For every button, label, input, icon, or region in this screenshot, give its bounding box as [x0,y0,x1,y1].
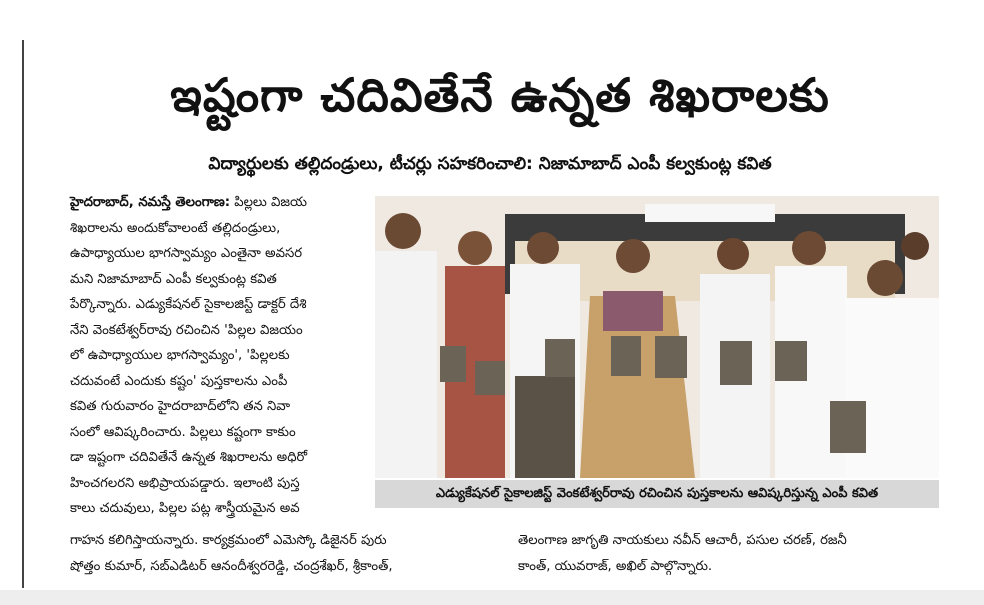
body-line: పిల్లలు విజయ [230,195,308,210]
body-line: శిఖరాలను అందుకోవాలంటే తల్లిదండ్రులు, [70,220,281,236]
dateline: హైదరాబాద్, నమస్తే తెలంగాణ: [70,195,231,210]
photo-illustration [375,196,939,478]
body-line: గాహన కలిగిస్తాయన్నారు. కార్యక్రమంలో ఎమెస్కో డిజైనర్ పురు [70,533,387,548]
article-body-bottom-left [70,528,510,579]
body-line: కాంత్, యువరాజ్, అఖిల్ పాల్గొన్నారు. [518,558,713,574]
headline: ఇష్టంగా చదివితేనే ఉన్నత శిఖరాలకు [170,68,830,122]
article-body-right [518,528,950,579]
body-line: చదువంటే ఎందుకు కష్టం' పుస్తకాలను ఎంపీ [70,373,288,389]
body-line: డా ఇష్టంగా చదివితేనే ఉన్నత శిఖరాలను అధిరో [70,450,308,465]
body-line: నేని వెంకటేశ్వర్‌రావు రచించిన 'పిల్లల విజయం [70,322,303,338]
body-line: కాలు చదువులు, పిల్లల పట్ల శాస్త్రీయమైన అవ [70,501,300,516]
body-line: పేర్కొన్నారు. ఎడ్యుకేషనల్ సైకాలజిస్ట్ డాక్టర్ దేశి [70,297,307,312]
body-line: కవిత గురువారం హైదరాబాద్‌లోని తన నివా [70,399,291,414]
body-line: మని నిజామాబాద్ ఎంపీ కల్వకుంట్ల కవిత [70,271,277,287]
body-line: లో ఉపాధ్యాయుల భాగస్వామ్యం', 'పిల్లలకు [70,348,290,363]
photo-caption: ఎడ్యుకేషనల్ సైకాలజిస్ట్ వెంకటేశ్వర్‌రావు రచించిన పుస్తకాలను ఆవిష్కరిస్తున్న ఎంపీ కవిత [375,480,939,508]
body-line: హించగలరని అభిప్రాయపడ్డారు. ఇలాంటి పుస్త [70,475,300,491]
body-line: తెలంగాణ జాగృతి నాయకులు నవీన్ ఆచారీ, పసుల చరణ్, రజనీ [518,533,847,548]
body-line: షోత్తం కుమార్, సబ్‌ఎడిటర్ ఆనందీశ్వరరెడ్డి, చంద్రశేఖర్, శ్రీకాంత్, [70,558,393,574]
body-line: ఉపాధ్యాయుల భాగస్వామ్యం ఎంతైనా అవసర [70,246,303,261]
body-line: సంలో ఆవిష్కరించారు. పిల్లలు కష్టంగా కాకుం [70,424,296,440]
subheadline: విద్యార్థులకు తల్లిదండ్రులు, టీచర్లు సహకరించాలి: నిజామాబాద్ ఎంపీ కల్వకుంట్ల కవిత [208,154,772,174]
column-rule [22,40,24,588]
article-body-left [70,190,370,522]
news-photo [375,196,939,478]
page-bottom-edge [0,590,984,605]
